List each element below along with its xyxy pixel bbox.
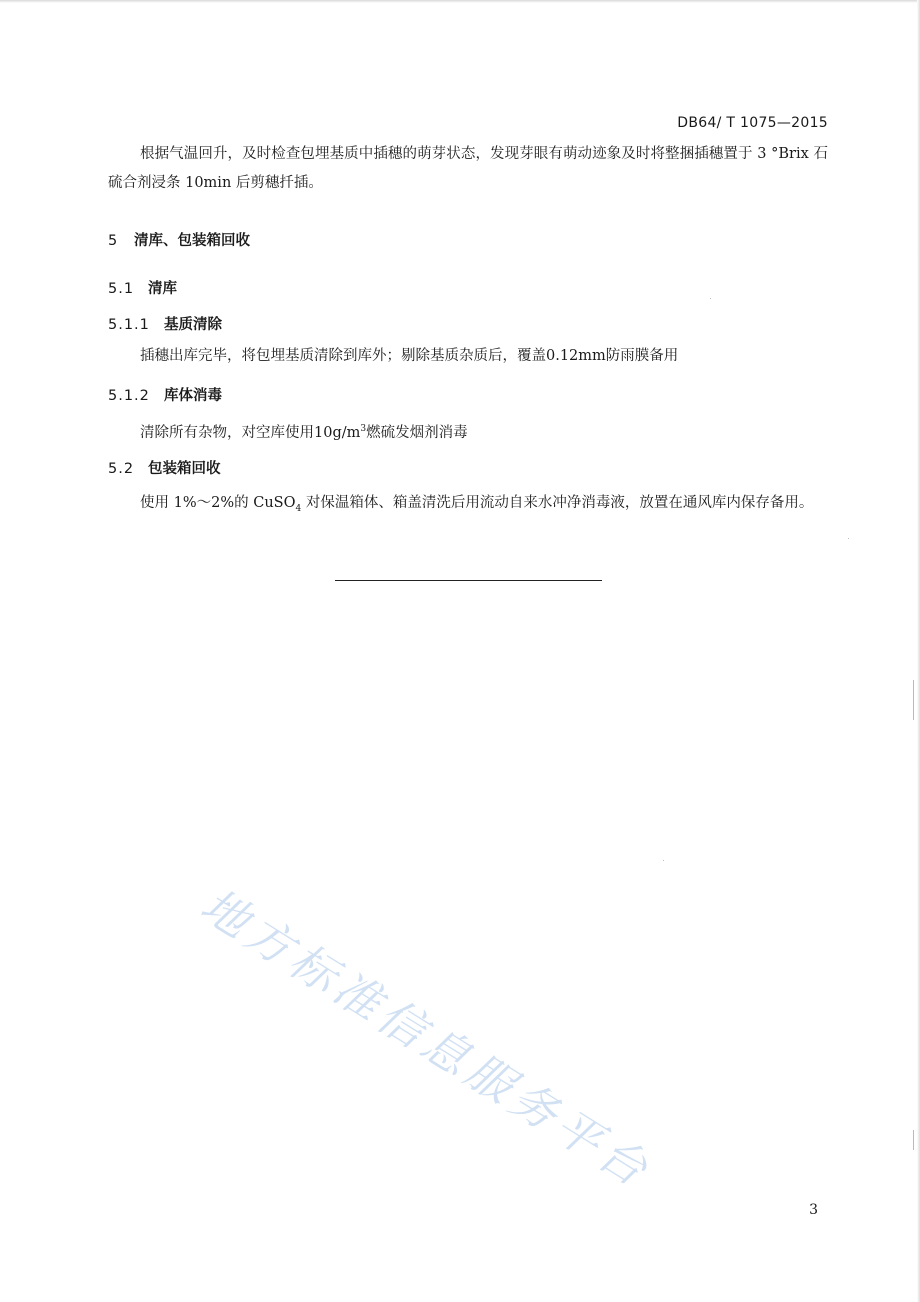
scan-speck (913, 1130, 914, 1150)
section-5-1-1-number: 5.1.1 (108, 317, 150, 333)
section-5-1-2-title: 库体消毒 (164, 388, 222, 404)
section-5-1-1-heading (108, 313, 222, 334)
standard-code: DB64/ T 1075—2015 (677, 115, 828, 131)
section-5-1-2-text (108, 415, 828, 448)
section-5-heading (108, 229, 250, 250)
section-5-number: 5 (108, 233, 118, 249)
section-5-1-title: 清库 (148, 281, 177, 297)
section-5-1-number: 5.1 (108, 281, 135, 297)
section-5-1-1-text: 插穗出库完毕，将包埋基质清除到库外；剔除基质杂质后，覆盖0.12mm防雨膜备用 (140, 348, 679, 364)
watermark-text: 地方标准信息服务平台 (191, 877, 662, 1199)
section-5-1-1-title: 基质清除 (164, 317, 222, 333)
section-5-2-text-after: 对保温箱体、箱盖清洗后用流动自来水冲净消毒液，放置在通风库内保存备用。 (301, 495, 814, 511)
end-of-document-line (335, 580, 602, 581)
section-5-2-title: 包装箱回收 (148, 461, 221, 477)
scan-top-edge (0, 0, 920, 3)
scan-speck (710, 298, 711, 299)
section-5-1-2-heading (108, 384, 222, 405)
section-5-1-2-superscript: 3 (360, 424, 367, 434)
section-5-title: 清库、包装箱回收 (134, 233, 250, 249)
section-5-2-text (108, 489, 828, 524)
section-5-2-text-before: 使用 1%～2%的 CuSO (140, 495, 296, 511)
section-5-1-2-text-after: 燃硫发烟剂消毒 (366, 424, 468, 441)
scan-speck (663, 860, 664, 861)
scan-speck (913, 680, 914, 720)
section-5-2-number: 5.2 (108, 461, 135, 477)
section-5-2-heading (108, 457, 221, 478)
page-number: 3 (809, 1202, 818, 1218)
section-5-1-heading (108, 277, 177, 298)
intro-paragraph: 根据气温回升，及时检查包埋基质中插穗的萌芽状态，发现芽眼有萌动迹象及时将整捆插穗置于 3 °Brix 石硫合剂浸条 10min 后剪穗扦插。 (108, 146, 828, 191)
scan-speck (848, 538, 849, 539)
section-5-1-2-text-before: 清除所有杂物，对空库使用10g/m (140, 424, 361, 441)
section-5-1-2-number: 5.1.2 (108, 388, 150, 404)
section-5-2-subscript: 4 (295, 503, 302, 514)
